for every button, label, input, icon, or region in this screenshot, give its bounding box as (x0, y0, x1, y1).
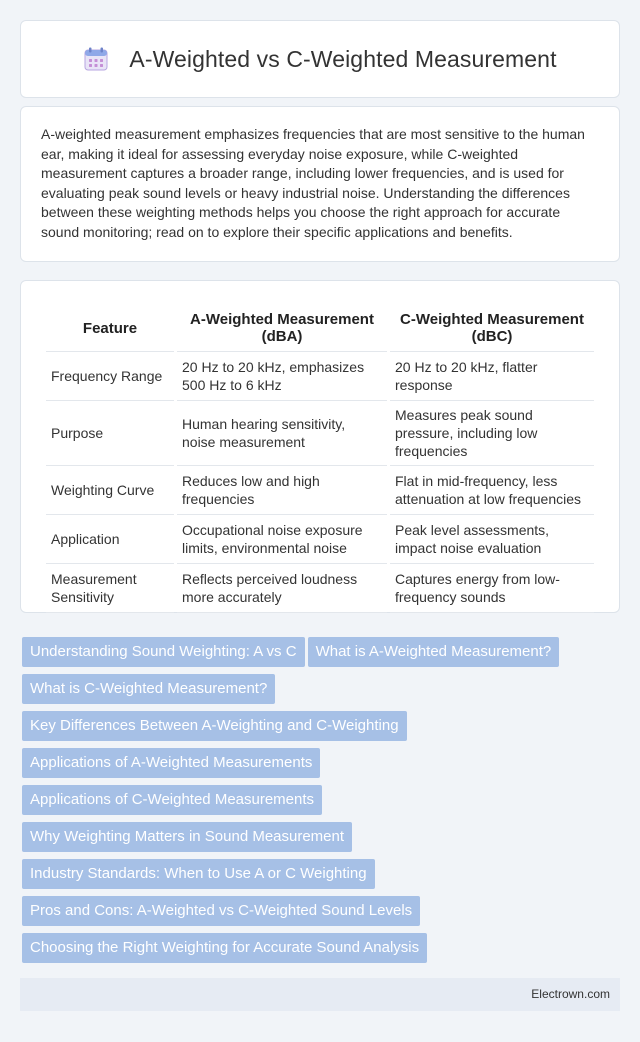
table-row (46, 466, 594, 515)
table-cell: Captures energy from low-frequency sounds (390, 564, 594, 613)
comparison-table (43, 301, 597, 613)
table-cell: 20 Hz to 20 kHz, flatter response (390, 352, 594, 401)
link-understanding-sound-weighting[interactable]: Understanding Sound Weighting: A vs C (22, 637, 305, 667)
table-cell: Flat in mid-frequency, less attenuation at low frequencies (390, 466, 594, 515)
link-pros-and-cons[interactable]: Pros and Cons: A-Weighted vs C-Weighted Sound Levels (22, 896, 420, 926)
link-applications-c-weighted[interactable]: Applications of C-Weighted Measurements (22, 785, 322, 815)
intro-card (20, 106, 620, 262)
table-cell: Measurement Sensitivity (46, 564, 174, 613)
table-row (46, 564, 594, 613)
page-title: A-Weighted vs C-Weighted Measurement (129, 45, 557, 72)
footer (20, 978, 620, 1011)
table-cell: Application (46, 515, 174, 564)
table-cell: 20 Hz to 20 kHz, emphasizes 500 Hz to 6 kHz (177, 352, 387, 401)
title-card (20, 20, 620, 98)
table-cell: Occupational noise exposure limits, environmental noise (177, 515, 387, 564)
table-cell: Frequency Range (46, 352, 174, 401)
table-row (46, 352, 594, 401)
table-cell: Weighting Curve (46, 466, 174, 515)
table-cell: Reduces low and high frequencies (177, 466, 387, 515)
link-what-is-c-weighted[interactable]: What is C-Weighted Measurement? (22, 674, 275, 704)
column-header-a-weighted: A-Weighted Measurement (dBA) (177, 301, 387, 352)
calendar-icon (83, 46, 109, 72)
column-header-feature: Feature (46, 301, 174, 352)
table-header-row (46, 301, 594, 352)
link-what-is-a-weighted[interactable]: What is A-Weighted Measurement? (308, 637, 560, 667)
column-header-c-weighted: C-Weighted Measurement (dBC) (390, 301, 594, 352)
comparison-table-card (20, 280, 620, 613)
table-cell: Measures peak sound pressure, including low frequencies (390, 401, 594, 466)
footer-site-name[interactable]: Electrown.com (531, 987, 610, 1001)
table-row (46, 401, 594, 466)
table-cell: Human hearing sensitivity, noise measurement (177, 401, 387, 466)
table-cell: Reflects perceived loudness more accurately (177, 564, 387, 613)
intro-paragraph: A-weighted measurement emphasizes frequencies that are most sensitive to the human ear, making it ideal for assessing everyday noise exposure, while C-weighted measurement captures a broader range, including lower frequencies, and is used for evaluating peak sound levels or heavy industrial noise. Understanding the differences between these weighting methods helps you choose the right approach for accurate sound monitoring; read on to explore their specific applications and benefits. (41, 126, 585, 240)
link-choosing-right-weighting[interactable]: Choosing the Right Weighting for Accurate Sound Analysis (22, 933, 427, 963)
link-why-weighting-matters[interactable]: Why Weighting Matters in Sound Measurement (22, 822, 352, 852)
link-key-differences[interactable]: Key Differences Between A-Weighting and C-Weighting (22, 711, 407, 741)
related-links (22, 637, 622, 970)
table-cell: Peak level assessments, impact noise evaluation (390, 515, 594, 564)
link-applications-a-weighted[interactable]: Applications of A-Weighted Measurements (22, 748, 320, 778)
link-industry-standards[interactable]: Industry Standards: When to Use A or C Weighting (22, 859, 375, 889)
table-cell: Purpose (46, 401, 174, 466)
table-row (46, 515, 594, 564)
